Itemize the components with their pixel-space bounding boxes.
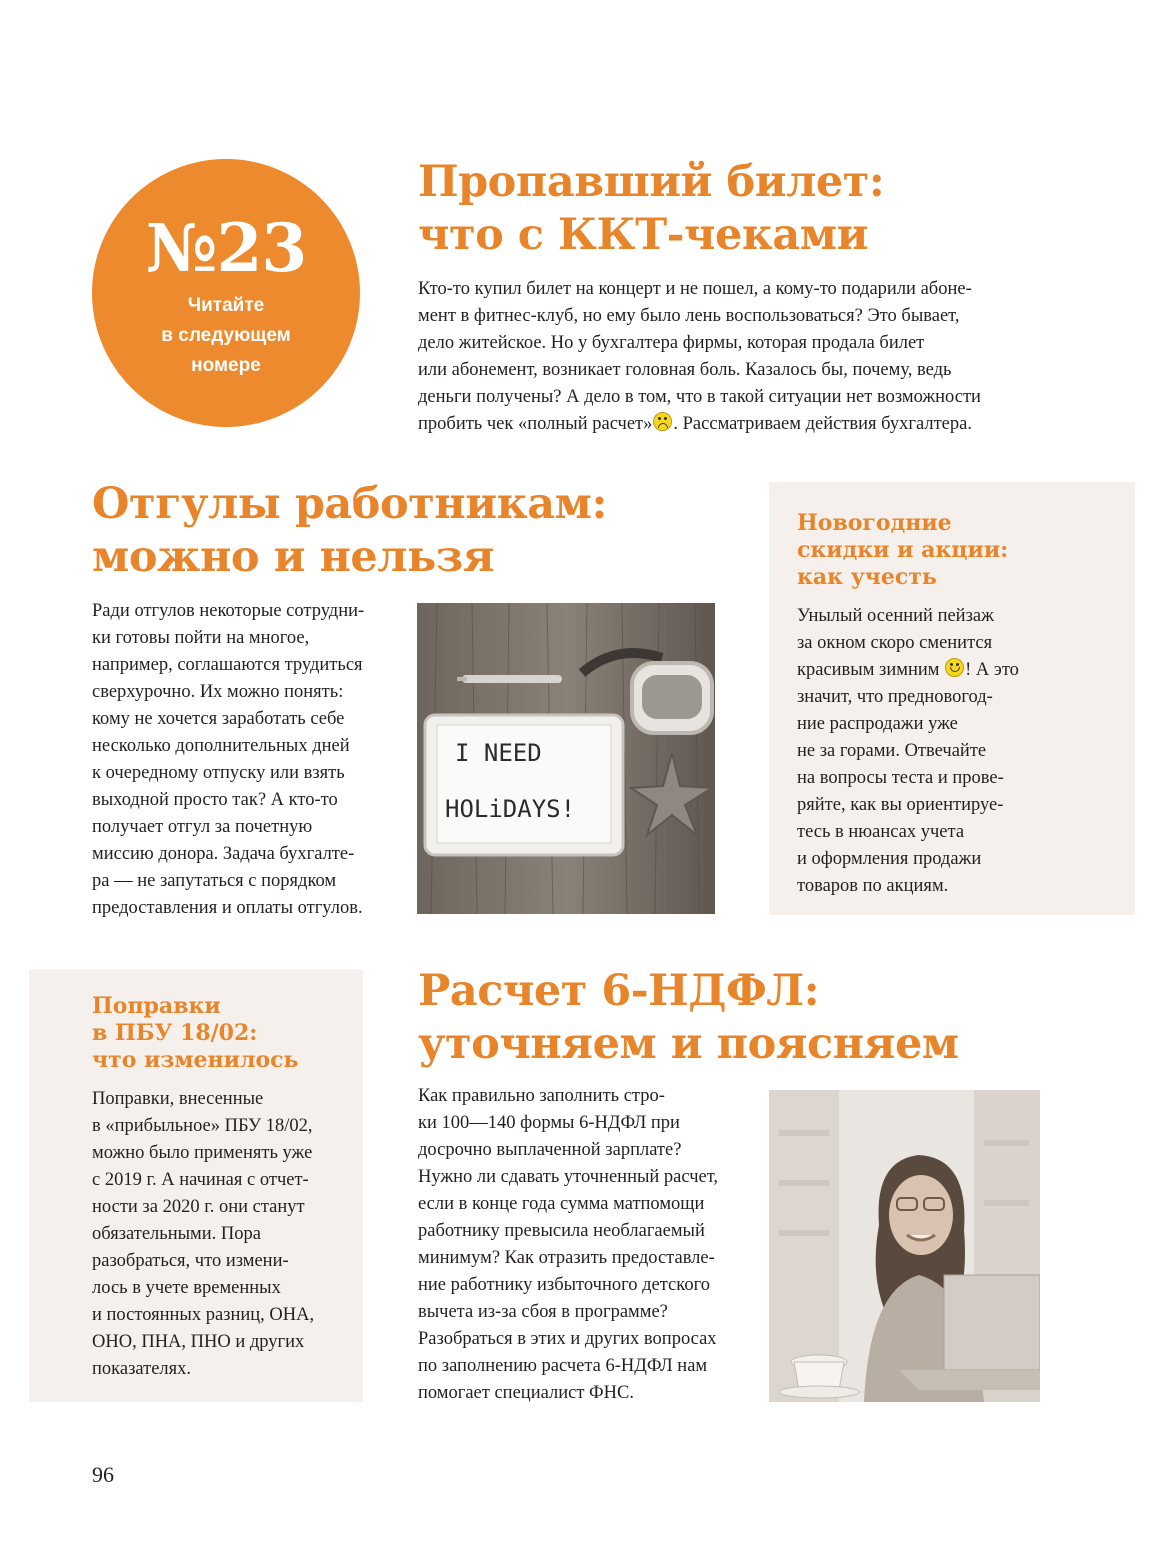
article-title: Пропавший билет: что с ККТ-чеками <box>418 157 885 260</box>
page-number: 96 <box>92 1462 114 1487</box>
article-title: Расчет 6-НДФЛ: уточняем и поясняем <box>418 966 959 1069</box>
article-title: Новогодние скидки и акции: как учесть <box>797 510 1009 590</box>
article-lost-ticket <box>418 156 1078 438</box>
holidays-photo <box>417 603 715 914</box>
article-pbu-amendments <box>29 969 363 1402</box>
article-6-ndfl <box>418 965 1118 1071</box>
issue-number: №23 <box>145 209 307 287</box>
article-days-off <box>92 478 692 584</box>
article-title: Поправки в ПБУ 18/02: что изменилось <box>92 993 299 1073</box>
article-text: Ради отгулов некоторые сотрудни- ки готовы пойти на многое, например, соглашаются трудиться сверхурочно. Их можно понять: кому не хочется заработать себе несколько дополнительных дней к очередному отпуску или взять выходной просто так? А кто-то получает отгул за почетную миссию донора. Задача бухгалте- ра — не запутаться с порядком предоставления и оплаты отгулов. <box>92 601 365 918</box>
article-text: Как правильно заполнить стро- ки 100—140 формы 6-НДФЛ при досрочно выплаченной зарплате? Нужно ли сдавать уточненный расчет, если в конце года сумма матпомощи работнику превысила необлагаемый минимум? Как отразить предоставле- ние работнику избыточного детского вычета из-за сбоя в программе? Разобраться в этих и других вопросах по заполнению расчета 6-НДФЛ нам помогает специалист ФНС. <box>418 1086 719 1403</box>
article-new-year-discounts <box>769 482 1135 915</box>
article-title: Отгулы работникам: можно и нельзя <box>92 479 607 582</box>
next-issue-badge <box>92 159 360 427</box>
photo-handwriting-line1: I NEED <box>455 739 542 767</box>
photo-handwriting-line2: HOLiDAYS! <box>445 795 576 823</box>
article-text: Унылый осенний пейзаж за окном скоро сменится красивым зимним ! А это значит, что предновогод- ние распродажи уже не за горами. Отвечайте на вопросы теста и прове- ряйте, как вы ориентируе- тесь в нюансах учета и оформления продажи товаров по акциям. <box>797 606 1019 896</box>
badge-caption: Читайте в следующем номере <box>161 295 291 376</box>
woman-laptop-photo <box>769 1090 1040 1402</box>
sad-smiley-icon <box>653 412 672 431</box>
article-text: Кто-то купил билет на концерт и не пошел, а кому-то подарили абоне- мент в фитнес-клуб, но ему было лень воспользоваться? Это бывает, дело житейское. Но у бухгалтера фирмы, которая продала билет или абонемент, возникает головная боль. Казалось бы, почему, ведь деньги получены? А дело в том, что в такой ситуации нет возможности пробить чек «полный расчет» . Рассматриваем действия бухгалтера. <box>418 279 981 434</box>
smiley-icon <box>945 658 964 677</box>
article-text: Поправки, внесенные в «прибыльное» ПБУ 18/02, можно было применять уже с 2019 г. А начиная с отчет- ности за 2020 г. они станут обязательными. Пора разобраться, что измени- лось в учете временных и постоянных разниц, ОНА, ОНО, ПНА, ПНО и других показателях. <box>92 1089 315 1379</box>
